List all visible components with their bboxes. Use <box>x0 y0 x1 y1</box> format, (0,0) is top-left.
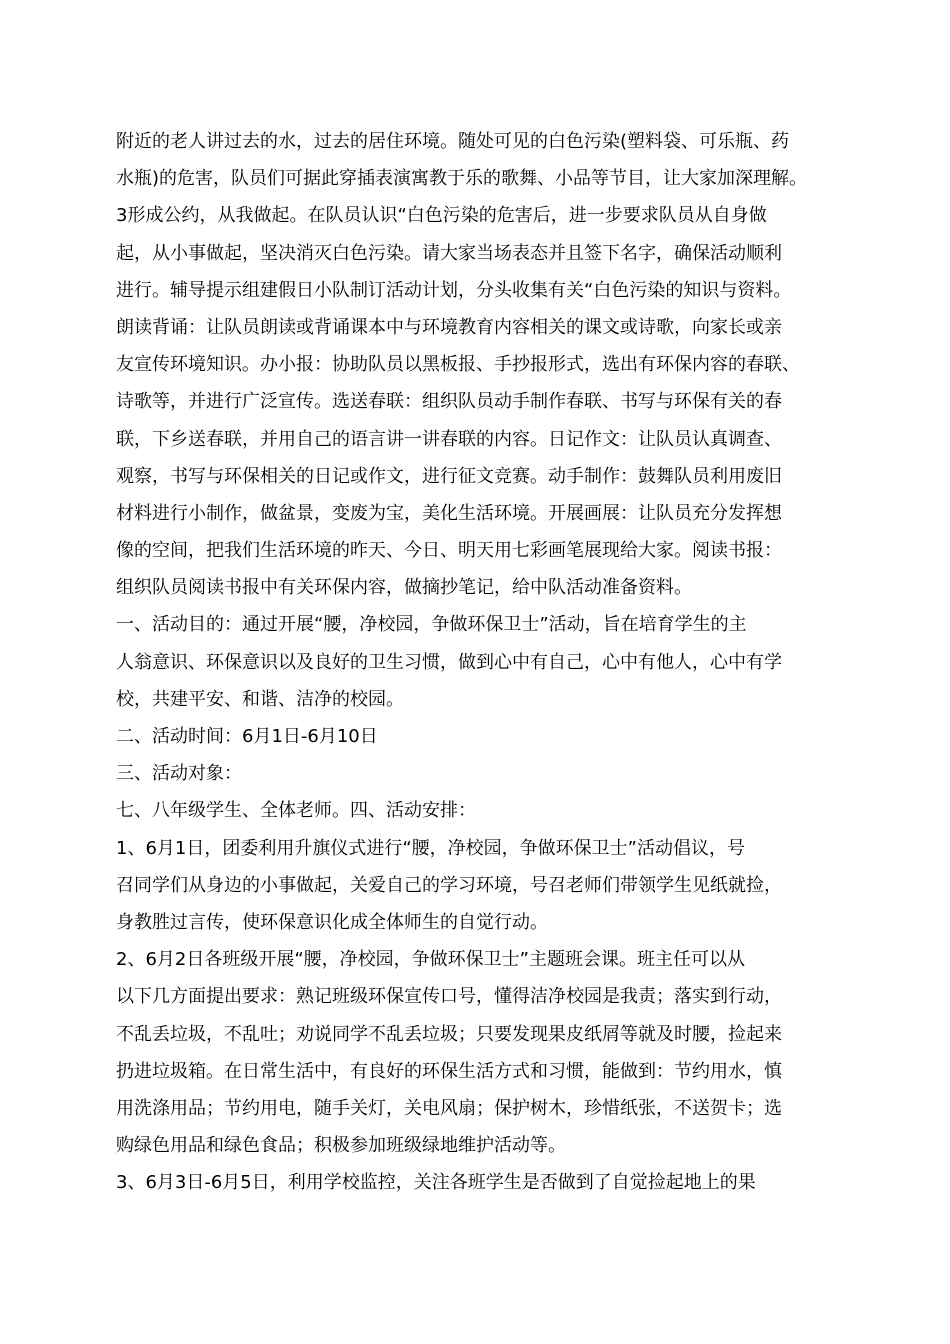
text-line: 诗歌等，并进行广泛宣传。选送春联：组织队员动手制作春联、书写与环保有关的春 <box>116 391 782 413</box>
text-line: 3形成公约，从我做起。在队员认识“白色污染的危害后，进一步要求队员从自身做 <box>116 205 767 227</box>
text-line: 组织队员阅读书报中有关环保内容，做摘抄笔记，给中队活动准备资料。 <box>116 577 692 599</box>
text-line: 用洗涤用品；节约用电，随手关灯，关电风扇；保护树木，珍惜纸张，不送贺卡；选 <box>116 1097 782 1119</box>
text-line: 观察，书写与环保相关的日记或作文，进行征文竞赛。动手制作：鼓舞队员利用废旧 <box>116 465 782 487</box>
text-line: 二、活动时间：6月1日-6月10日 <box>116 726 378 747</box>
text-line: 人翁意识、环保意识以及良好的卫生习惯，做到心中有自己，心中有他人，心中有学 <box>116 651 782 673</box>
document-body <box>116 123 836 1201</box>
text-line: 材料进行小制作，做盆景，变废为宝，美化生活环境。开展画展：让队员充分发挥想 <box>116 502 782 524</box>
text-line: 校，共建平安、和谐、洁净的校园。 <box>116 688 404 710</box>
text-line: 购绿色用品和绿色食品；积极参加班级绿地维护活动等。 <box>116 1135 566 1157</box>
text-line: 起，从小事做起，坚决消灭白色污染。请大家当场表态并且签下名字，确保活动顺利 <box>116 242 782 264</box>
text-line: 扔进垃圾箱。在日常生活中，有良好的环保生活方式和习惯，能做到：节约用水，慎 <box>116 1060 782 1082</box>
text-line: 友宣传环境知识。办小报：协助队员以黑板报、手抄报形式，选出有环保内容的春联、 <box>116 354 800 376</box>
text-line: 1、6月1日，团委利用升旗仪式进行“腰，净校园，争做环保卫士”活动倡议，号 <box>116 837 746 859</box>
text-line: 以下几方面提出要求：熟记班级环保宣传口号，懂得洁净校园是我责；落实到行动， <box>116 986 782 1008</box>
text-line: 进行。辅导提示组建假日小队制订活动计划，分头收集有关“白色污染的知识与资料。 <box>116 279 792 301</box>
text-line: 3、6月3日-6月5日，利用学校监控，关注各班学生是否做到了自觉捡起地上的果 <box>116 1172 756 1194</box>
text-line: 像的空间，把我们生活环境的昨天、今日、明天用七彩画笔展现给大家。阅读书报： <box>116 540 782 562</box>
text-line: 召同学们从身边的小事做起，关爱自己的学习环境，号召老师们带领学生见纸就捡， <box>116 874 782 896</box>
text-line: 七、八年级学生、全体老师。四、活动安排： <box>116 800 476 822</box>
text-line: 2、6月2日各班级开展“腰，净校园，争做环保卫士”主题班会课。班主任可以从 <box>116 949 746 971</box>
text-line: 附近的老人讲过去的水，过去的居住环境。随处可见的白色污染(塑料袋、可乐瓶、药 <box>116 131 790 152</box>
text-line: 身教胜过言传，使环保意识化成全体师生的自觉行动。 <box>116 911 548 933</box>
text-line: 不乱丢垃圾，不乱吐；劝说同学不乱丢垃圾；只要发现果皮纸屑等就及时腰，捡起来 <box>116 1023 782 1045</box>
text-line: 三、活动对象： <box>116 763 242 785</box>
text-line: 朗读背诵：让队员朗读或背诵课本中与环境教育内容相关的课文或诗歌，向家长或亲 <box>116 316 782 338</box>
text-line: 水瓶)的危害，队员们可据此穿插表演寓教于乐的歌舞、小品等节目，让大家加深理解。 <box>116 168 808 190</box>
text-line: 联，下乡送春联，并用自己的语言讲一讲春联的内容。日记作文：让队员认真调查、 <box>116 428 782 450</box>
text-line: 一、活动目的：通过开展“腰，净校园，争做环保卫士”活动，旨在培育学生的主 <box>116 614 747 636</box>
